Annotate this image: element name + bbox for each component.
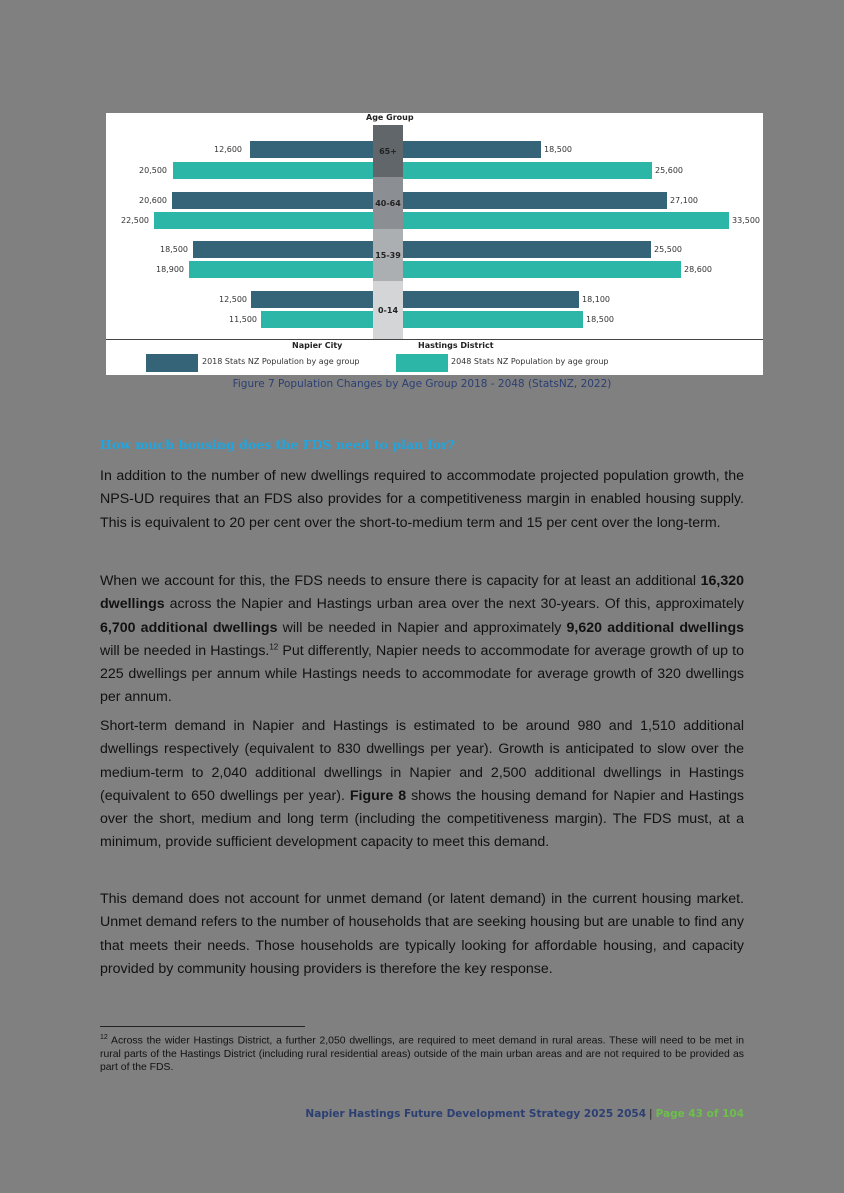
age-group-axis — [373, 125, 403, 339]
label-hastings-2048-0: 18,500 — [586, 315, 614, 324]
label-hastings-2018-65: 18,500 — [544, 145, 572, 154]
side-label-napier: Napier City — [292, 341, 343, 350]
bar-hastings-2048-0 — [403, 311, 583, 328]
bar-napier-2048-0 — [261, 311, 373, 328]
bar-napier-2048-65 — [173, 162, 373, 179]
bar-hastings-2018-0 — [403, 291, 579, 308]
page-footer — [305, 1108, 744, 1120]
label-hastings-2048-65: 25,600 — [655, 166, 683, 175]
footnote-text: Across the wider Hastings District, a further 2,050 dwellings, are required to meet demand in rural areas. These will need to be met in rural parts of the Hastings District (including rural residential areas) outside of the main urban areas and are not required to be provided as part of the FDS. — [100, 1035, 744, 1074]
bar-hastings-2048-65 — [403, 162, 652, 179]
p3-text-a: Short-term demand in Napier and Hastings is estimated to be around 980 and 1,510 additional dwellings respectively (equivalent to 830 dwellings per year). Growth is anticipated to slow over the medium-term to 2,040 additional dwellings in Napier and 2,500 additional dwellings in Hastings (equivalent to 650 dwellings per year). — [100, 718, 744, 804]
bar-napier-2048-40 — [154, 212, 373, 229]
label-napier-2048-15: 18,900 — [156, 265, 184, 274]
p2-bold-napier: 6,700 additional dwellings — [100, 619, 278, 636]
paragraph-3 — [100, 715, 744, 855]
figure-8-reference: Figure 8 — [349, 787, 407, 804]
p2-bold-total: 16,320 dwellings — [100, 573, 744, 613]
p2-text-c: across the Napier and Hastings urban area over the next 30-years. Of this, approximately — [164, 596, 744, 613]
label-napier-2018-15: 18,500 — [160, 245, 188, 254]
bar-hastings-2048-40 — [403, 212, 729, 229]
footer-separator: | — [649, 1108, 653, 1120]
bar-napier-2018-65 — [250, 141, 373, 158]
side-label-hastings: Hastings District — [418, 341, 494, 350]
p3-text-c: shows the housing demand for Napier and Hastings over the short, medium and long term (including the competitiveness margin). The FDS must, at a minimum, provide sufficient development capacity to meet this demand. — [100, 787, 744, 851]
label-hastings-2048-40: 33,500 — [732, 216, 760, 225]
p2-bold-hastings: 9,620 additional dwellings — [566, 619, 744, 636]
legend-label-2048: 2048 Stats NZ Population by age group — [451, 357, 609, 366]
bar-hastings-2018-65 — [403, 141, 541, 158]
label-hastings-2048-15: 28,600 — [684, 265, 712, 274]
bar-napier-2018-0 — [251, 291, 373, 308]
bar-napier-2018-15 — [193, 241, 373, 258]
population-chart: Age Group 12,600 20,500 18,500 25,600 20,600 22,500 27,100 33,500 18,500 18,900 25,500 28,600 12,500 11,500 18,100 18,500 65+ 40-64 15-39 0-14 Napier City Hastings District 2018 Stats NZ Population by age group 2048 Stats NZ Population by age group — [106, 113, 763, 375]
legend-swatch-2018 — [146, 354, 198, 372]
label-napier-2018-40: 20,600 — [139, 196, 167, 205]
age-40-64-label: 40-64 — [373, 177, 403, 229]
p2-text-f: Put differently, Napier needs to accommodate for average growth of up to 225 dwellings per annum while Hastings needs to accommodate for average growth of 320 dwellings per annum. — [100, 642, 744, 706]
footnote-number: 12 — [100, 1034, 108, 1041]
footnote — [100, 1031, 744, 1075]
footer-doc-title: Napier Hastings Future Development Strategy 2025 2054 — [305, 1108, 647, 1120]
label-napier-2018-65: 12,600 — [214, 145, 242, 154]
p2-text-a: When we account for this, the FDS needs to ensure there is capacity for at least an additional — [100, 573, 701, 589]
label-hastings-2018-0: 18,100 — [582, 295, 610, 304]
bar-hastings-2018-15 — [403, 241, 651, 258]
footnote-divider — [100, 1026, 305, 1027]
page-number: Page 43 of 104 — [655, 1108, 744, 1120]
paragraph-2 — [100, 570, 744, 710]
legend-label-2018: 2018 Stats NZ Population by age group — [202, 357, 360, 366]
age-15-39-label: 15-39 — [373, 229, 403, 281]
bar-napier-2048-15 — [189, 261, 373, 278]
figure-caption: Figure 7 Population Changes by Age Group 2018 - 2048 (StatsNZ, 2022) — [232, 378, 612, 390]
label-napier-2048-65: 20,500 — [139, 166, 167, 175]
p2-text-d: will be needed in Napier and approximately — [277, 619, 567, 636]
footnote-ref[interactable]: 12 — [269, 642, 279, 652]
section-heading: How much housing does the FDS need to plan for? — [100, 437, 455, 452]
paragraph-4: This demand does not account for unmet demand (or latent demand) in the current housing market. Unmet demand refers to the number of households that are seeking housing but are unable to find any that meets their needs. Those households are typically looking for affordable housing, and capacity provided by community housing providers is therefore the key response. — [100, 891, 744, 977]
paragraph-1: In addition to the number of new dwellings required to accommodate projected population growth, the NPS-UD requires that an FDS also provides for a competitiveness margin in enabled housing supply. This is equivalent to 20 per cent over the short-to-medium term and 15 per cent over the long-term. — [100, 468, 744, 531]
label-hastings-2018-40: 27,100 — [670, 196, 698, 205]
bar-napier-2018-40 — [172, 192, 373, 209]
label-napier-2048-0: 11,500 — [229, 315, 257, 324]
label-hastings-2018-15: 25,500 — [654, 245, 682, 254]
p2-text-e: will be needed in Hastings. — [100, 642, 270, 659]
age-0-14-label: 0-14 — [373, 281, 403, 339]
x-axis — [106, 339, 763, 340]
label-napier-2018-0: 12,500 — [219, 295, 247, 304]
bar-hastings-2018-40 — [403, 192, 667, 209]
label-napier-2048-40: 22,500 — [121, 216, 149, 225]
age-65-plus-label: 65+ — [373, 125, 403, 177]
legend-swatch-2048 — [396, 354, 448, 372]
bar-hastings-2048-15 — [403, 261, 681, 278]
